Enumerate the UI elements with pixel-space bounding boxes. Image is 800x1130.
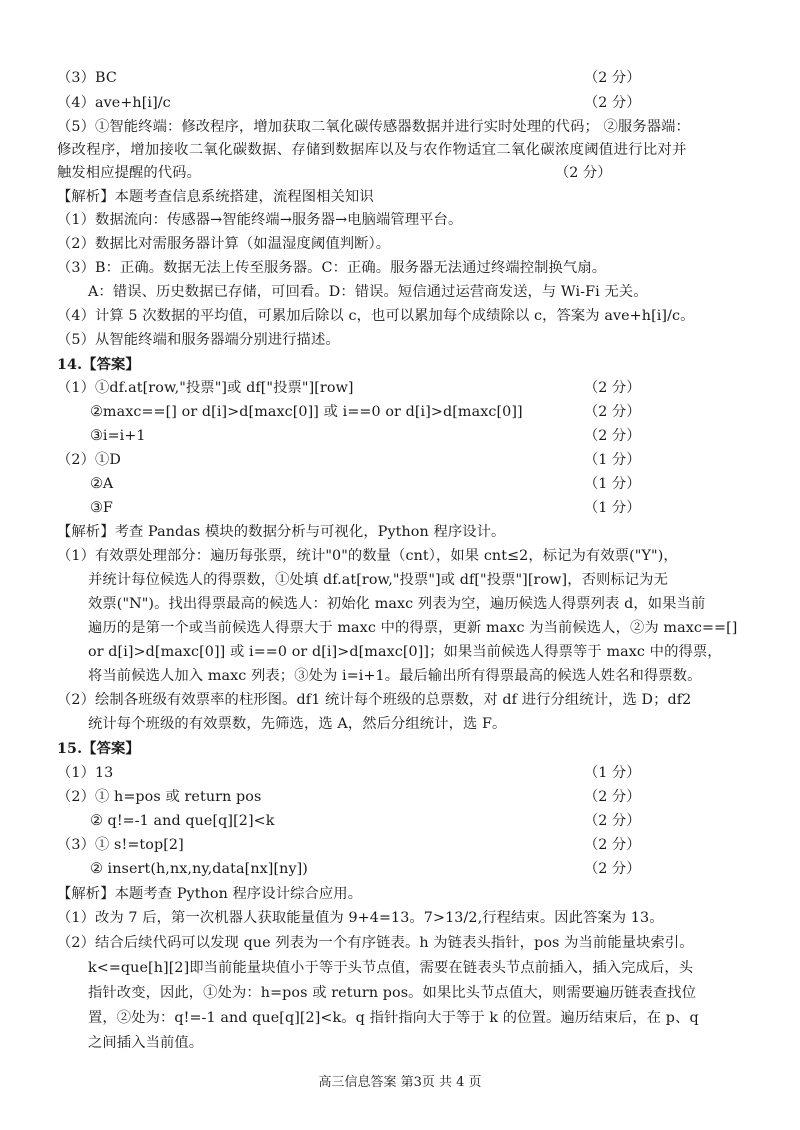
analysis-line: （2）结合后续代码可以发现 que 列表为一个有序链表。h 为链表头指针，pos 为当前能量块索引。 bbox=[57, 935, 694, 951]
answer-line: （2）① h=pos 或 return pos bbox=[57, 789, 262, 805]
answer-line: （1）①df.at[row,"投票"]或 df["投票"][row] bbox=[57, 380, 354, 396]
analysis-line: （3）B：正确。数据无法上传至服务器。C：正确。服务器无法通过终端控制换气扇。 bbox=[57, 260, 607, 276]
analysis-line: （1）改为 7 后，第一次机器人获取能量值为 9+4=13。7>13/2,行程结束。因此答案为 13。 bbox=[57, 910, 664, 926]
score-label: （2 分） bbox=[584, 813, 641, 829]
analysis-line: A：错误、历史数据已存储，可回看。D：错误。短信通过运营商发送，与 Wi-Fi 无关。 bbox=[88, 284, 648, 300]
score-label: （2 分） bbox=[555, 165, 612, 181]
analysis-line: 效票("N")。找出得票最高的候选人：初始化 maxc 列表为空，遍历候选人得票列表 d，如果当前 bbox=[88, 596, 706, 612]
answer-line: ②maxc==[] or d[i]>d[maxc[0]] 或 i==0 or d[i]>d[maxc[0]] bbox=[90, 404, 523, 420]
answer-line: 修改程序，增加接收二氧化碳数据、存储到数据库以及与农作物适宜二氧化碳浓度阈值进行比对并 bbox=[57, 142, 687, 158]
answer-line: ②A bbox=[90, 476, 114, 492]
score-label: （2 分） bbox=[584, 837, 641, 853]
analysis-heading: 【解析】考查 Pandas 模块的数据分析与可视化，Python 程序设计。 bbox=[57, 524, 506, 540]
score-label: （1 分） bbox=[584, 476, 641, 492]
answer-line: （5）①智能终端：修改程序，增加获取二氧化碳传感器数据并进行实时处理的代码； ②服务器端： bbox=[57, 119, 690, 135]
answer-line: ③i=i+1 bbox=[90, 428, 146, 444]
analysis-heading: 【解析】本题考查 Python 程序设计综合应用。 bbox=[57, 886, 363, 902]
answer-line: 触发相应提醒的代码。 bbox=[57, 165, 201, 181]
question-heading: 15.【答案】 bbox=[57, 741, 140, 757]
analysis-line: 之间插入当前值。 bbox=[88, 1035, 204, 1051]
answer-line: （2）①D bbox=[57, 452, 121, 468]
analysis-line: 置，②处为：q!=-1 and que[q][2]<k。q 指针指向大于等于 k 的位置。遍历结束后，在 p、q bbox=[88, 1010, 699, 1026]
score-label: （2 分） bbox=[584, 404, 641, 420]
score-label: （2 分） bbox=[584, 861, 641, 877]
question-heading: 14.【答案】 bbox=[57, 357, 140, 373]
analysis-line: 指针改变，因此，①处为：h=pos 或 return pos。如果比头节点值大，则需要遍历链表查找位 bbox=[88, 985, 697, 1001]
analysis-line: 统计每个班级的有效票数，先筛选，选 A，然后分组统计，选 F。 bbox=[88, 716, 507, 732]
score-label: （2 分） bbox=[584, 70, 641, 86]
analysis-line: （2）数据比对需服务器计算（如温湿度阈值判断）。 bbox=[57, 236, 391, 252]
analysis-line: （2）绘制各班级有效票率的柱形图。df1 统计每个班级的总票数，对 df 进行分组统计，选 D；df2 bbox=[57, 692, 692, 708]
analysis-line: k<=que[h][2]即当前能量块值小于等于头节点值，需要在链表头节点前插入，插入完成后，头 bbox=[88, 960, 694, 976]
score-label: （2 分） bbox=[584, 95, 641, 111]
analysis-line: 并统计每位候选人的得票数，①处填 df.at[row,"投票"]或 df["投票"][row]，否则标记为无 bbox=[88, 572, 668, 588]
answer-line: ③F bbox=[90, 500, 113, 516]
answer-line: （4）ave+h[i]/c bbox=[57, 95, 171, 111]
analysis-line: （1）有效票处理部分：遍历每张票，统计"0"的数量（cnt），如果 cnt≤2，标记为有效票("Y")， bbox=[57, 548, 678, 564]
score-label: （1 分） bbox=[584, 765, 641, 781]
answer-line: ② insert(h,nx,ny,data[nx][ny]) bbox=[90, 861, 308, 877]
answer-line: ② q!=-1 and que[q][2]<k bbox=[90, 813, 275, 829]
analysis-line: （5）从智能终端和服务器端分别进行描述。 bbox=[57, 332, 340, 348]
score-label: （1 分） bbox=[584, 500, 641, 516]
analysis-line: （4）计算 5 次数据的平均值，可累加后除以 c，也可以累加每个成绩除以 c，答案为 ave+h[i]/c。 bbox=[57, 308, 695, 324]
page-footer: 高三信息答案 第3页 共 4 页 bbox=[318, 1075, 482, 1090]
score-label: （1 分） bbox=[584, 452, 641, 468]
score-label: （2 分） bbox=[584, 380, 641, 396]
answer-line: （3）① s!=top[2] bbox=[57, 837, 184, 853]
answer-line: （3）BC bbox=[57, 70, 117, 86]
score-label: （2 分） bbox=[584, 428, 641, 444]
analysis-line: （1）数据流向：传感器→智能终端→服务器→电脑端管理平台。 bbox=[57, 212, 463, 228]
analysis-heading: 【解析】本题考查信息系统搭建，流程图相关知识 bbox=[57, 189, 374, 205]
analysis-line: 遍历的是第一个或当前候选人得票大于 maxc 中的得票，更新 maxc 为当前候选人，②为 maxc==[] bbox=[88, 620, 738, 636]
score-label: （2 分） bbox=[584, 789, 641, 805]
answer-line: （1）13 bbox=[57, 765, 114, 781]
analysis-line: 将当前候选人加入 maxc 列表；③处为 i=i+1。最后输出所有得票最高的候选人姓名和得票数。 bbox=[88, 668, 702, 684]
analysis-line: or d[i]>d[maxc[0]] 或 i==0 or d[i]>d[maxc[0]]；如果当前候选人得票等于 maxc 中的得票， bbox=[88, 644, 722, 660]
